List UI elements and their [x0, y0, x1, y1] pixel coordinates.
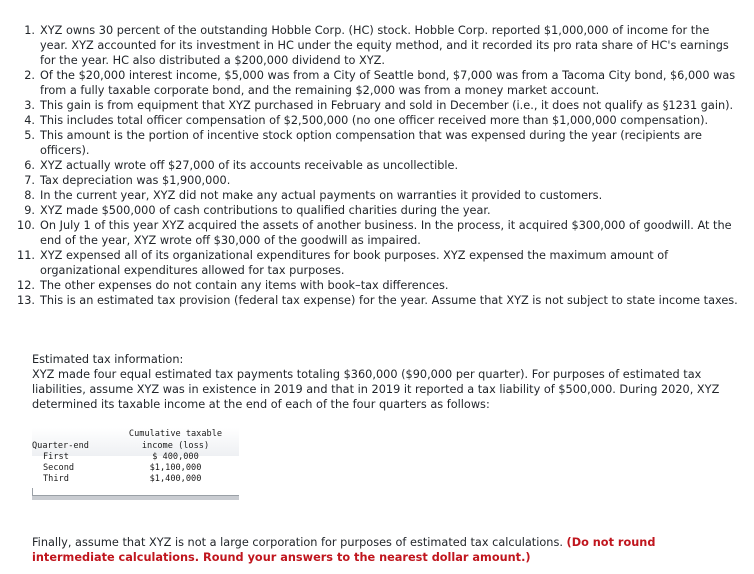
list-item: 8. In the current year, XYZ did not make any actual payments on warranties it provided to customers.	[24, 189, 603, 202]
estimated-tax-section	[32, 352, 732, 412]
table-cell: $1,100,000	[149, 463, 202, 473]
column-header: Cumulative taxable	[128, 429, 223, 439]
list-item: 7. Tax depreciation was $1,900,000.	[24, 174, 231, 187]
list-item: 10. On July 1 of this year XYZ acquired the assets of another business. In the process, it acquired $300,000 of goodwill. At the end of the year, XYZ wrote off $30,000 of the goodwill as impaired.	[17, 219, 732, 247]
list-item: 4. This includes total officer compensation of $2,500,000 (no one officer received more than $1,000,000 compensation).	[24, 114, 709, 127]
list-item: 11. XYZ expensed all of its organizational expenditures for book purposes. XYZ expensed the maximum amount of organizational expenditures allowed for tax purposes.	[17, 249, 669, 277]
table-cell: $ 400,000	[152, 452, 199, 462]
table-header-row	[32, 441, 239, 452]
list-item: 5. This amount is the portion of incentive stock option compensation that was expensed during the year (recipients are officers).	[24, 129, 702, 157]
list-item: 6. XYZ actually wrote off $27,000 of its accounts receivable as uncollectible.	[24, 159, 459, 172]
list-item: 13. This is an estimated tax provision (federal tax expense) for the year. Assume that XYZ is not subject to state income taxes.	[17, 294, 738, 307]
table-cell: Second	[43, 463, 75, 473]
table-cell: $1,400,000	[149, 474, 202, 484]
list-item: 3. This gain is from equipment that XYZ purchased in February and sold in December (i.e., it does not qualify as §1231 gain).	[24, 99, 734, 112]
table-cell: First	[43, 452, 69, 462]
table-row	[32, 452, 239, 463]
list-item: 12. The other expenses do not contain any items with book–tax differences.	[17, 279, 449, 292]
table-row	[32, 474, 239, 485]
section-body: XYZ made four equal estimated tax payments totaling $360,000 ($90,000 per quarter). For purposes of estimated tax liabilities, assume XYZ was in existence in 2019 and that in 2019 it reported a tax liability of $500,000. During 2020, XYZ determined its taxable income at the end of each of the four quarters as follows:	[32, 368, 720, 411]
list-item: 2. Of the $20,000 interest income, $5,000 was from a City of Seattle bond, $7,000 was from a Tacoma City bond, $6,000 was from a fully taxable corporate bond, and the remaining $2,000 was from a money market account.	[24, 69, 736, 97]
list-item: 9. XYZ made $500,000 of cash contributions to qualified charities during the year.	[24, 204, 491, 217]
instructions-text: Finally, assume that XYZ is not a large corporation for purposes of estimated tax calculations.	[32, 536, 563, 550]
instructions-paragraph	[32, 535, 722, 565]
column-header: income (loss)	[141, 441, 210, 451]
list-item: 1. XYZ owns 30 percent of the outstanding Hobble Corp. (HC) stock. Hobble Corp. reported $1,000,000 of income for the year. XYZ accounted for its investment in HC under the equity method, and it recorded its pro rata share of HC's earnings for the year. HC also distributed a $200,000 dividend to XYZ.	[24, 24, 729, 67]
table-bottom-border	[32, 496, 239, 500]
notes-list	[10, 23, 740, 308]
taxable-income-table	[32, 428, 239, 500]
column-header: Quarter-end	[32, 441, 89, 451]
section-heading: Estimated tax information:	[32, 353, 184, 366]
table-header-row	[32, 428, 239, 441]
table-cell: Third	[43, 474, 69, 484]
table-row	[32, 463, 239, 474]
rounding-instructions: (Do not round intermediate calculations. Round your answers to the nearest dollar amount.)	[32, 536, 656, 565]
